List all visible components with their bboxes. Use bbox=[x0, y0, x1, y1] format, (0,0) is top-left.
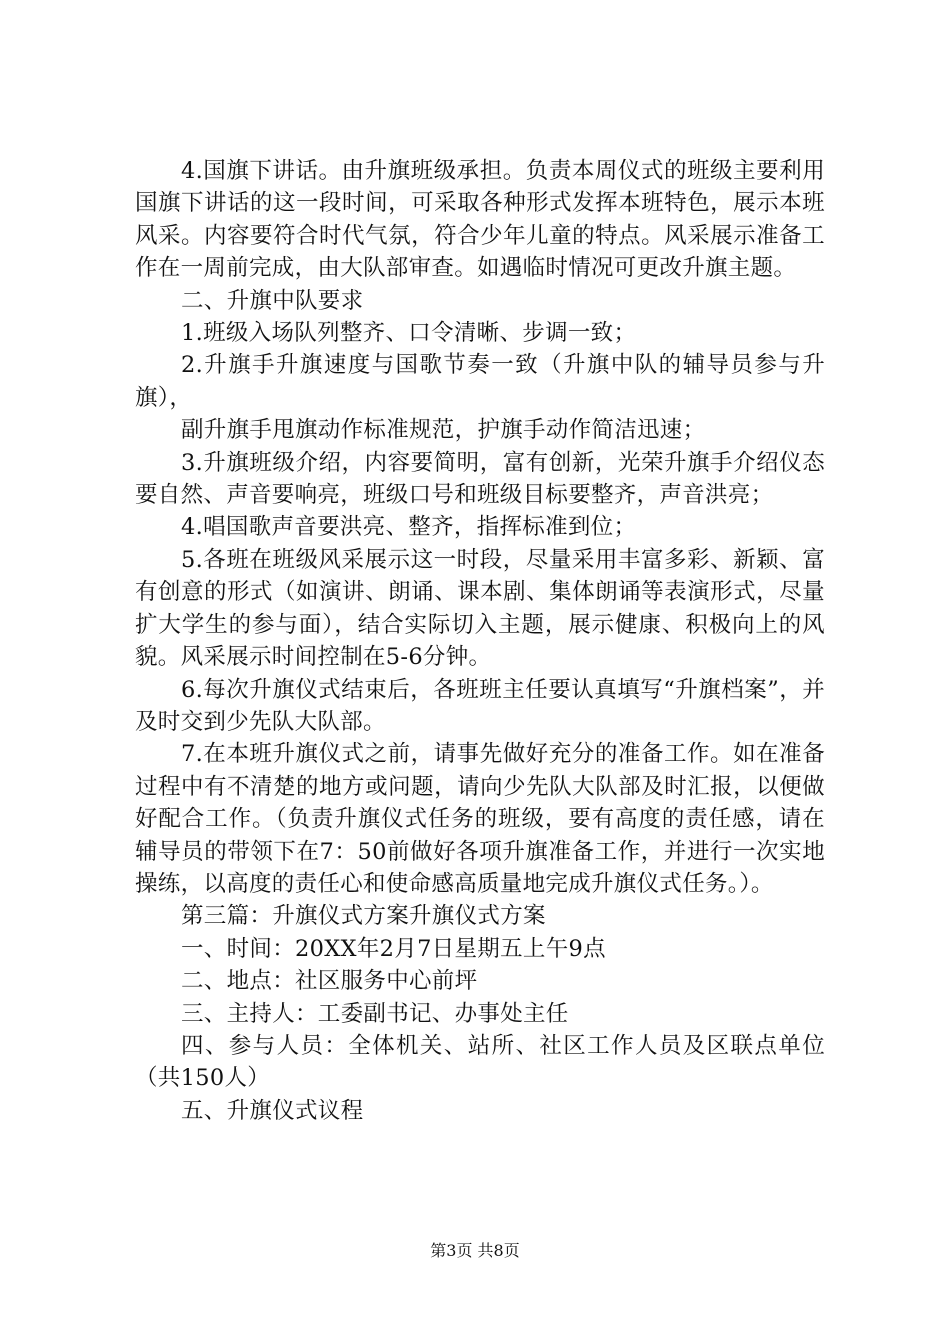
heading-part-three: 第三篇：升旗仪式方案升旗仪式方案 bbox=[181, 903, 546, 930]
paragraph-time: 一、时间：20XX年2月7日星期五上午9点 bbox=[181, 935, 606, 962]
paragraph-item-5: 5.各班在班级风采展示这一时段，尽量采用丰富多彩、新颖、富有创意的形式（如演讲、朗诵、课本剧、集体朗诵等表演形式，尽量扩大学生的参与面），结合实际切入主题，展示健康、积极向上的风貌。风采展示时间控制在5-6分钟。 bbox=[135, 546, 825, 671]
paragraph-agenda: 五、升旗仪式议程 bbox=[181, 1097, 364, 1124]
paragraph-location: 二、地点：社区服务中心前坪 bbox=[181, 968, 478, 995]
paragraph-item-1: 1.班级入场队列整齐、口令清晰、步调一致； bbox=[181, 320, 637, 347]
paragraph-item-2: 2.升旗手升旗速度与国歌节奏一致（升旗中队的辅导员参与升旗）， bbox=[135, 352, 825, 411]
paragraph-host: 三、主持人：工委副书记、办事处主任 bbox=[181, 1000, 569, 1027]
paragraph-item-3: 3.升旗班级介绍，内容要简明，富有创新，光荣升旗手介绍仪态要自然、声音要响亮，班级口号和班级目标要整齐，声音洪亮； bbox=[135, 449, 825, 509]
paragraph-item-2-cont: 副升旗手甩旗动作标准规范，护旗手动作简洁迅速； bbox=[181, 417, 706, 444]
paragraph-item-7: 7.在本班升旗仪式之前，请事先做好充分的准备工作。如在准备过程中有不清楚的地方或问题，请向少先队大队部及时汇报，以便做好配合工作。（负责升旗仪式任务的班级，要有高度的责任感，请在辅导员的带领下在7：50前做好各项升旗准备工作，并进行一次实地操练，以高度的责任心和使命感高质量地完成升旗仪式任务。）。 bbox=[135, 741, 825, 897]
paragraph-speech: 4.国旗下讲话。由升旗班级承担。负责本周仪式的班级主要利用国旗下讲话的这一段时间，可采取各种形式发挥本班特色，展示本班风采。内容要符合时代气氛，符合少年儿童的特点。风采展示准备工作在一周前完成，由大队部审查。如遇临时情况可更改升旗主题。 bbox=[135, 158, 825, 282]
paragraph-participants: 四、参与人员：全体机关、站所、社区工作人员及区联点单位（共150人） bbox=[135, 1032, 825, 1092]
page-footer: 第3页 共8页 bbox=[430, 1241, 520, 1260]
heading-section-two: 二、升旗中队要求 bbox=[181, 287, 364, 314]
paragraph-item-6: 6.每次升旗仪式结束后，各班班主任要认真填写“升旗档案”，并及时交到少先队大队部。 bbox=[135, 676, 825, 735]
paragraph-item-4: 4.唱国歌声音要洪亮、整齐，指挥标准到位； bbox=[181, 514, 637, 541]
document-body bbox=[135, 155, 825, 1127]
